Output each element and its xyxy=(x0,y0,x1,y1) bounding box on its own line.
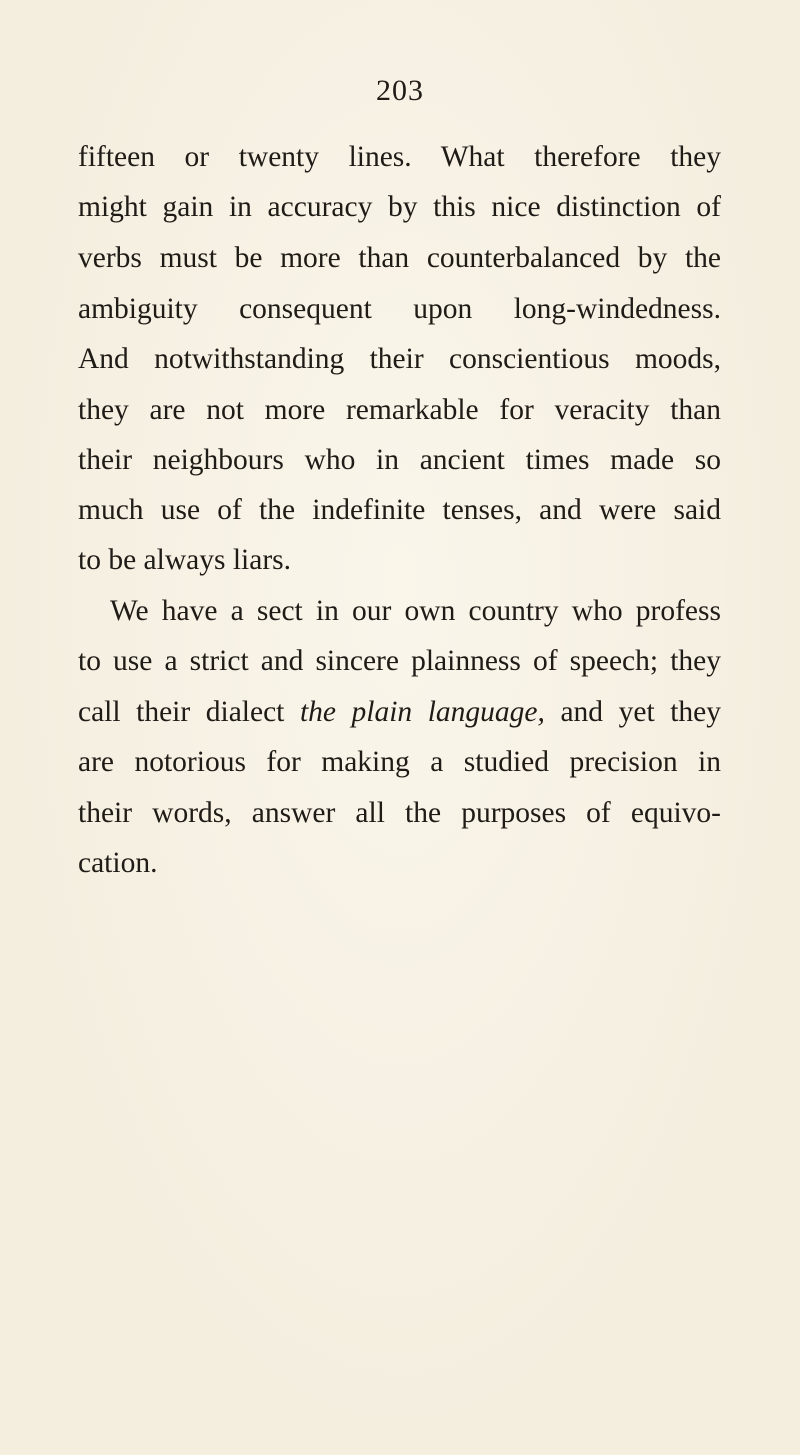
page-number: 203 xyxy=(376,74,424,107)
text-line-6: they are not more remarkable for veracity than xyxy=(78,394,721,426)
text-line-12-before: call their dialect xyxy=(78,696,285,728)
text-line-1: fifteen or twenty lines. What therefore they xyxy=(78,141,721,173)
text-line-14: their words, answer all the purposes of equivo- xyxy=(78,797,721,829)
text-line-8: much use of the indefinite tenses, and were said xyxy=(78,494,721,526)
text-line-12-after: and yet they xyxy=(560,696,722,728)
text-line-15: cation. xyxy=(78,847,158,879)
italic-phrase: the plain language, xyxy=(299,696,545,728)
text-line-9: to be always liars. xyxy=(78,544,291,576)
text-line-7: their neighbours who in ancient times made so xyxy=(78,444,721,476)
text-line-3: verbs must be more than counterbalanced by the xyxy=(78,242,721,274)
text-line-4: ambiguity consequent upon long-windedness. xyxy=(78,293,721,325)
text-line-11: to use a strict and sincere plainness of speech; they xyxy=(78,645,721,677)
text-line-13: are notorious for making a studied precision in xyxy=(78,746,721,778)
text-line-5: And notwithstanding their conscientious moods, xyxy=(78,343,721,375)
text-line-2: might gain in accuracy by this nice distinction of xyxy=(78,191,721,223)
text-line-10: We have a sect in our own country who profess xyxy=(110,595,721,627)
text-line-12 xyxy=(78,693,721,731)
